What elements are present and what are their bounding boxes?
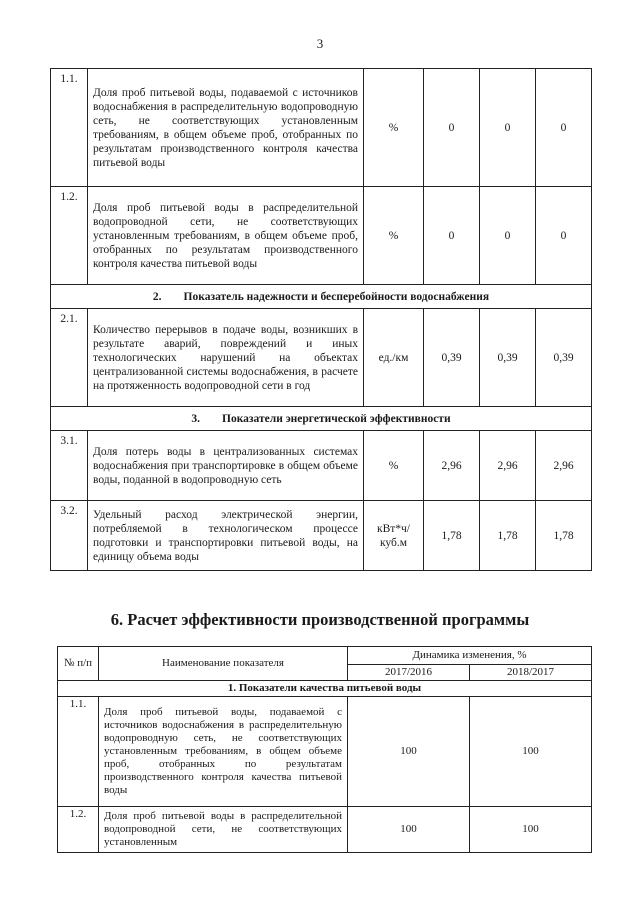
row-value: 1,78 xyxy=(424,501,480,571)
row-value: 0 xyxy=(424,187,480,285)
row-num: 3.2. xyxy=(51,501,88,571)
header-num: № п/п xyxy=(58,647,99,681)
section-title: Показатели энергетической эффективности xyxy=(222,412,451,425)
section-heading xyxy=(51,407,592,431)
table-row xyxy=(58,807,592,853)
row-desc: Доля проб питьевой воды, подаваемой с источников водоснабжения в распределительную водопроводную сеть, не соответствующих установленным требованиям, в общем объеме проб, отобранных по результатам производственного контроля качества питьевой воды xyxy=(88,69,364,187)
section-row xyxy=(51,407,592,431)
row-unit: % xyxy=(364,187,424,285)
page-number: 3 xyxy=(316,36,324,51)
header-name: Наименование показателя xyxy=(99,647,348,681)
row-desc: Удельный расход электрической энергии, потребляемой в технологическом процессе подготовки и транспортировки питьевой воды, на единицу объема воды xyxy=(88,501,364,571)
row-value: 0,39 xyxy=(424,309,480,407)
row-value: 0 xyxy=(536,69,592,187)
row-num: 1.1. xyxy=(58,697,99,807)
row-num: 1.1. xyxy=(51,69,88,187)
row-value: 2,96 xyxy=(480,431,536,501)
row-num: 1.2. xyxy=(51,187,88,285)
row-unit: кВт*ч/ куб.м xyxy=(364,501,424,571)
table-row xyxy=(51,187,592,285)
table-row xyxy=(51,501,592,571)
row-value: 0 xyxy=(480,69,536,187)
section-6-title: 6. Расчет эффективности производственной программы xyxy=(110,610,530,629)
section-quality: 1. Показатели качества питьевой воды xyxy=(58,681,592,697)
row-desc: Доля потерь воды в централизованных системах водоснабжения при транспортировке в общем объеме воды, поданной в водопроводную сеть xyxy=(88,431,364,501)
row-value: 2,96 xyxy=(424,431,480,501)
row-unit: ед./км xyxy=(364,309,424,407)
row-value: 100 xyxy=(348,697,470,807)
row-desc: Количество перерывов в подаче воды, возникших в результате аварий, повреждений и иных технологических нарушений на объектах централизованной системы водоснабжения, в расчете на протяженность водопроводной сети в год xyxy=(88,309,364,407)
section-heading xyxy=(51,285,592,309)
row-value: 0,39 xyxy=(536,309,592,407)
row-value: 1,78 xyxy=(480,501,536,571)
row-desc: Доля проб питьевой воды, подаваемой с источников водоснабжения в распределительную водопроводную сеть, не соответствующих установленным требованиям, в общем объеме проб, отобранных по результатам производственного контроля качества питьевой воды xyxy=(99,697,348,807)
table-row xyxy=(58,697,592,807)
row-unit: % xyxy=(364,431,424,501)
row-desc: Доля проб питьевой воды в распределительной водопроводной сети, не соответствующих установленным требованиям, в общем объеме проб, отобранных по результатам производственного контроля качества питьевой воды xyxy=(88,187,364,285)
row-value: 0 xyxy=(536,187,592,285)
row-value: 1,78 xyxy=(536,501,592,571)
row-value: 2,96 xyxy=(536,431,592,501)
row-value: 100 xyxy=(470,807,592,853)
header-dynamics: Динамика изменения, % xyxy=(348,647,592,665)
section-title: Показатель надежности и бесперебойности водоснабжения xyxy=(183,290,490,303)
section-row xyxy=(51,285,592,309)
row-num: 3.1. xyxy=(51,431,88,501)
section-number: 2. xyxy=(152,290,162,303)
efficiency-table xyxy=(57,646,592,853)
row-value: 100 xyxy=(470,697,592,807)
row-desc: Доля проб питьевой воды в распределительной водопроводной сети, не соответствующих установленным xyxy=(99,807,348,853)
row-value: 0 xyxy=(424,69,480,187)
indicators-table xyxy=(50,68,592,571)
table-row xyxy=(51,431,592,501)
row-value: 100 xyxy=(348,807,470,853)
row-num: 2.1. xyxy=(51,309,88,407)
header-col-2017: 2017/2016 xyxy=(348,665,470,681)
section-number: 3. xyxy=(191,412,201,425)
row-unit: % xyxy=(364,69,424,187)
row-value: 0 xyxy=(480,187,536,285)
header-col-2018: 2018/2017 xyxy=(470,665,592,681)
row-num: 1.2. xyxy=(58,807,99,853)
table-row xyxy=(51,309,592,407)
row-value: 0,39 xyxy=(480,309,536,407)
table-row xyxy=(51,69,592,187)
